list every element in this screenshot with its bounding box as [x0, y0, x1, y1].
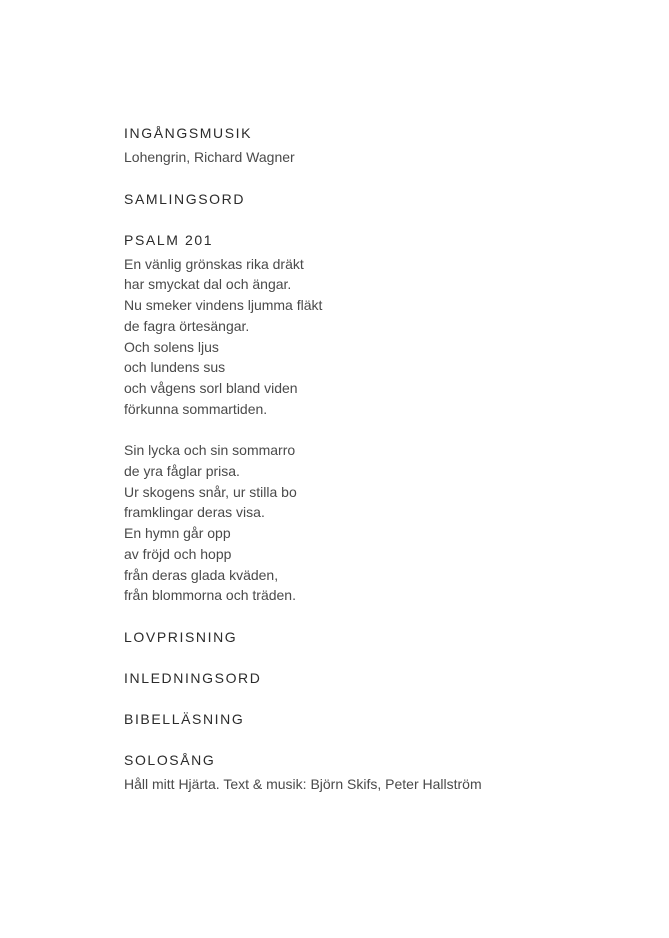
section-lovprisning [124, 627, 624, 647]
psalm-verse-2 [124, 440, 624, 606]
section-psalm [124, 230, 624, 606]
verse-line: och vågens sorl bland viden [124, 379, 298, 396]
section-ingangsmusik [124, 123, 624, 168]
verse-line: Och solens ljus [124, 338, 219, 355]
verse-line: de yra fåglar prisa. [124, 463, 240, 480]
verse-line: från blommorna och träden. [124, 587, 296, 604]
verse-line: förkunna sommartiden. [124, 400, 268, 417]
psalm-verse-1 [124, 254, 624, 420]
verse-line: framklingar deras visa. [124, 504, 265, 521]
section-heading: BIBELLÄSNING [124, 710, 245, 727]
section-heading: PSALM 201 [124, 231, 214, 248]
verse-line: Ur skogens snår, ur stilla bo [124, 483, 297, 500]
section-inledningsord [124, 668, 624, 688]
verse-line: Nu smeker vindens ljumma fläkt [124, 297, 323, 314]
verse-line: En hymn går opp [124, 525, 231, 542]
verse-line: och lundens sus [124, 359, 226, 376]
verse-line: har smyckat dal och ängar. [124, 276, 292, 293]
section-samlingsord [124, 189, 624, 209]
section-subtitle: Håll mitt Hjärta. Text & musik: Björn Skifs, Peter Hallström [124, 775, 482, 792]
verse-line: de fagra örtesängar. [124, 317, 250, 334]
section-heading: INLEDNINGSORD [124, 669, 262, 686]
section-bibellasning [124, 709, 624, 729]
verse-line: från deras glada kväden, [124, 566, 279, 583]
verse-line: av fröjd och hopp [124, 545, 232, 562]
verse-line: En vänlig grönskas rika dräkt [124, 255, 304, 272]
section-heading: SOLOSÅNG [124, 751, 216, 768]
section-heading: LOVPRISNING [124, 628, 238, 645]
section-heading: INGÅNGSMUSIK [124, 125, 253, 141]
section-heading: SAMLINGSORD [124, 190, 246, 207]
verse-line: Sin lycka och sin sommarro [124, 442, 296, 459]
program-content [124, 123, 624, 795]
section-subtitle: Lohengrin, Richard Wagner [124, 149, 295, 165]
section-solosang [124, 750, 624, 795]
